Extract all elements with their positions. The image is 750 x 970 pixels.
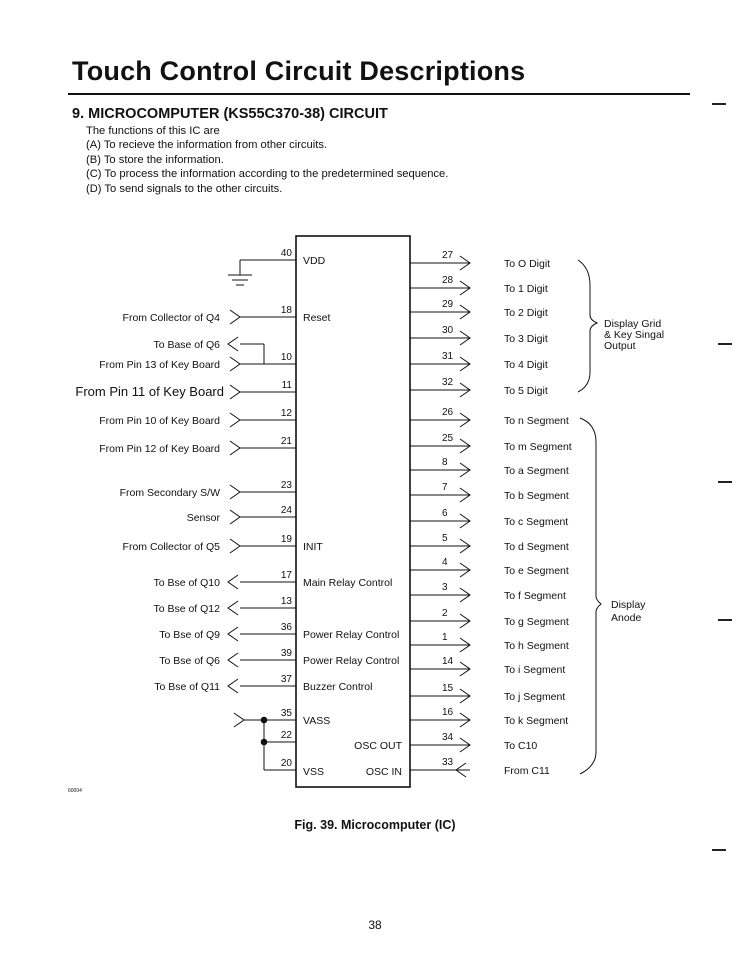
pin-number: 15: [442, 683, 454, 694]
left-pin-label: To Bse of Q10: [153, 577, 220, 589]
pin-number: 26: [442, 407, 454, 418]
pin-number: 8: [442, 457, 448, 468]
ic-label-vdd: VDD: [303, 255, 326, 267]
pin-number: 37: [280, 674, 292, 685]
margin-mark: [718, 619, 732, 621]
right-pin-label: To 4 Digit: [504, 359, 548, 371]
right-pin-label: To m Segment: [504, 441, 572, 453]
input-arrow: [230, 539, 240, 553]
output-arrow: [228, 627, 238, 641]
ic-label-vss: VSS: [303, 766, 325, 778]
right-pin-label: To d Segment: [504, 541, 569, 553]
pin-number: 11: [281, 380, 292, 391]
pin-number: 13: [280, 596, 292, 607]
figure-code: 60004: [68, 788, 82, 794]
left-pin-label: From Pin 13 of Key Board: [99, 359, 220, 371]
pin-number: 32: [442, 377, 454, 388]
ic-label-power-relay: Power Relay Control: [303, 629, 400, 641]
ic-label-vass: VASS: [303, 715, 331, 727]
input-arrow: [230, 485, 240, 499]
ic-label-init: INIT: [303, 541, 323, 553]
input-arrow: [230, 441, 240, 455]
pin-number: 25: [442, 433, 454, 444]
intro-line: (C) To process the information according to the predetermined sequence.: [86, 168, 449, 181]
pin-number: 30: [442, 325, 454, 336]
junction-dot: [261, 717, 267, 723]
display-anode-label: Anode: [611, 612, 642, 624]
pin-number: 4: [442, 557, 448, 568]
right-pin-label: To a Segment: [504, 465, 569, 477]
pin-number: 1: [442, 632, 448, 643]
right-pin-label: To i Segment: [504, 664, 566, 676]
pin-number: 36: [280, 622, 292, 633]
input-arrow: [230, 510, 240, 524]
right-pin-label: From C11: [504, 765, 550, 777]
intro-line: (D) To send signals to the other circuits.: [86, 182, 283, 195]
pin-number: 18: [280, 305, 292, 316]
right-pin-label: To c Segment: [504, 516, 569, 528]
pin-number: 3: [442, 582, 448, 593]
pin-number: 10: [280, 352, 292, 363]
pin-number: 12: [280, 408, 292, 419]
section-heading: 9. MICROCOMPUTER (KS55C370-38) CIRCUIT: [72, 106, 388, 122]
pin-number: 21: [280, 436, 292, 447]
pin-number: 16: [442, 707, 454, 718]
right-pin-label: To e Segment: [504, 565, 569, 577]
display-grid-label: Output: [604, 340, 636, 352]
output-arrow: [228, 337, 238, 351]
display-grid-label: & Key Singal: [604, 329, 665, 341]
right-pin-label: To j Segment: [504, 691, 566, 703]
left-pin-label: From Secondary S/W: [119, 487, 220, 499]
pin-number: 6: [442, 508, 448, 519]
ic-label-osc-in: OSC IN: [365, 766, 402, 778]
junction-dot: [261, 739, 267, 745]
display-anode-brace: [580, 418, 601, 774]
display-grid-label: Display Grid: [604, 318, 662, 330]
figure-caption: Fig. 39. Microcomputer (IC): [294, 818, 456, 832]
output-arrow: [228, 601, 238, 615]
left-pin-label: From Collector of Q5: [122, 541, 220, 553]
left-pin-label: From Collector of Q4: [122, 312, 220, 324]
left-pin-label: From Pin 12 of Key Board: [99, 443, 220, 455]
left-pin-label: From Pin 10 of Key Board: [99, 415, 220, 427]
right-pin-label: To g Segment: [504, 616, 569, 628]
pin-number: 33: [442, 757, 454, 768]
left-pin-label: To Bse of Q12: [153, 603, 220, 615]
input-arrow: [230, 413, 240, 427]
right-pin-label: To 3 Digit: [504, 333, 548, 345]
margin-mark: [712, 849, 726, 851]
pin-number: 23: [280, 480, 292, 491]
page-title: Touch Control Circuit Descriptions: [72, 56, 526, 86]
pin-number: 40: [280, 248, 292, 259]
pin-number: 22: [280, 730, 292, 741]
right-pin-label: To h Segment: [504, 640, 569, 652]
intro-line: (B) To store the information.: [86, 153, 224, 166]
ic-label-reset: Reset: [303, 312, 331, 324]
output-arrow: [228, 653, 238, 667]
pin-number: 27: [442, 250, 454, 261]
display-grid-brace: [578, 260, 597, 392]
display-anode-label: Display: [611, 599, 646, 611]
input-arrow: [230, 357, 240, 371]
right-pin-label: To 1 Digit: [504, 283, 548, 295]
pin-number: 34: [442, 732, 454, 743]
pin-number: 35: [280, 708, 292, 719]
right-pin-label: To f Segment: [504, 590, 566, 602]
left-pin-label: To Bse of Q9: [159, 629, 220, 641]
pin-number: 17: [280, 570, 292, 581]
right-pin-label: To 2 Digit: [504, 307, 548, 319]
pin-number: 5: [442, 533, 448, 544]
left-pin-label: To Bse of Q6: [159, 655, 220, 667]
right-pin-label: To 5 Digit: [504, 385, 548, 397]
pin-number: 7: [442, 482, 448, 493]
diagram-texts: [75, 248, 664, 778]
pin-number: 29: [442, 299, 454, 310]
intro-line: (A) To recieve the information from other circuits.: [86, 139, 328, 152]
right-pin-label: To O Digit: [504, 258, 551, 270]
right-pin-label: To C10: [504, 740, 538, 752]
vass-input-arrow: [234, 713, 244, 727]
ic-label-main-relay: Main Relay Control: [303, 577, 393, 589]
output-arrow: [228, 679, 238, 693]
pin-number: 2: [442, 608, 448, 619]
ic-label-osc-out: OSC OUT: [354, 740, 402, 752]
left-pin-label: To Base of Q6: [153, 339, 220, 351]
ic-label-buzzer: Buzzer Control: [303, 681, 373, 693]
output-arrow: [228, 575, 238, 589]
pin-number: 31: [442, 351, 454, 362]
margin-mark: [712, 103, 726, 105]
left-pin-label: Sensor: [186, 512, 220, 524]
left-pin-label: To Bse of Q11: [154, 681, 220, 693]
pin-number: 19: [280, 534, 292, 545]
pin-number: 39: [280, 648, 292, 659]
margin-mark: [718, 343, 732, 345]
pin-number: 28: [442, 275, 454, 286]
right-pin-label: To n Segment: [504, 415, 569, 427]
input-arrow: [230, 385, 240, 399]
right-pin-label: To k Segment: [504, 715, 569, 727]
left-pin-label: From Pin 11 of Key Board: [75, 384, 224, 399]
input-arrow: [230, 310, 240, 324]
intro-line: The functions of this IC are: [86, 125, 220, 137]
pin-number: 24: [280, 505, 292, 516]
right-pin-label: To b Segment: [504, 490, 569, 502]
page-number: 38: [368, 918, 382, 932]
ic-label-power-relay: Power Relay Control: [303, 655, 400, 667]
margin-mark: [718, 481, 732, 483]
pin-number: 14: [442, 656, 454, 667]
pin-number: 20: [280, 758, 292, 769]
